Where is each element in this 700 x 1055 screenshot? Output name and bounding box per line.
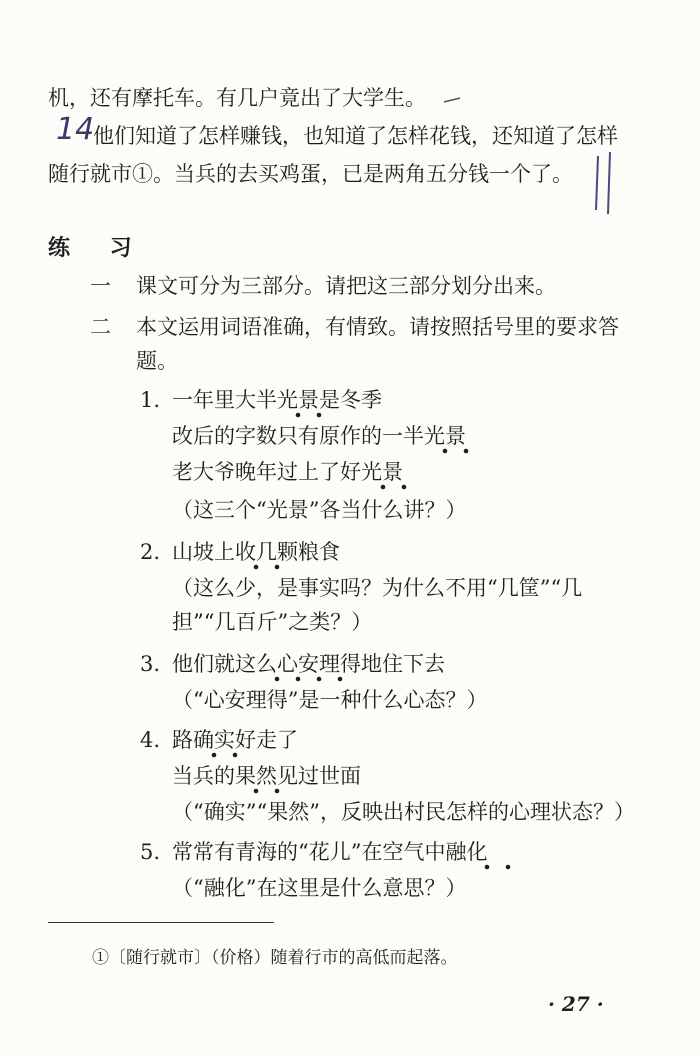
item-3-line-1: 他们就这么心安理得地住下去 [172,652,445,676]
body-line-2: 他们知道了怎样赚钱，也知道了怎样花钱，还知道了怎样 [93,124,618,148]
exercise-heading: 练 习 [48,235,148,261]
item-5-num: 5. [140,840,161,864]
item-3-line-2: （“心安理得”是一种什么心态？） [172,688,488,712]
footnote-divider [48,922,274,923]
item-3-num: 3. [140,652,161,676]
dot-ronghua-b [506,865,511,870]
item-2-line-3: 担”“几百斤”之类？） [172,610,373,634]
item-4-num: 4. [140,728,161,752]
item-5-line-1: 常常有青海的“花儿”在空气中融化 [172,840,488,864]
item-1-line-4: （这三个“光景”各当什么讲？） [172,498,467,522]
question-2-text-b: 题。 [136,349,178,373]
page-number: · 27 · [548,992,604,1016]
pencil-dash-icon [440,92,470,112]
question-2-num: 二 [90,315,111,339]
footnote-text: ①〔随行就市〕（价格）随着行市的高低而起落。 [92,948,458,968]
item-1-num: 1. [140,388,161,412]
item-2-line-2: （这么少，是事实吗？为什么不用“几筐”“几 [172,576,583,600]
item-2-line-1: 山坡上收几颗粮食 [172,540,340,564]
item-1-line-3: 老大爷晚年过上了好光景 [172,460,403,484]
question-1-num: 一 [90,274,111,298]
handwritten-number: 14 [56,112,95,147]
question-2-text-a: 本文运用词语准确，有情致。请按照括号里的要求答 [136,315,619,339]
item-1-line-2: 改后的字数只有原作的一半光景 [172,424,466,448]
item-4-line-3: （“确实”“果然”，反映出村民怎样的心理状态？） [172,800,635,824]
item-4-line-1: 路确实好走了 [172,728,298,752]
item-1-line-1: 一年里大半光景是冬季 [172,388,382,412]
item-5-line-2: （“融化”在这里是什么意思？） [172,876,467,900]
body-line-1: 机，还有摩托车。有几户竟出了大学生。 [48,86,426,110]
pencil-mark-icon [590,150,620,220]
item-4-line-2: 当兵的果然见过世面 [172,764,361,788]
question-1-text: 课文可分为三部分。请把这三部分划分出来。 [136,274,556,298]
body-line-3: 随行就市①。当兵的去买鸡蛋，已是两角五分钱一个了。 [48,162,573,186]
item-2-num: 2. [140,540,161,564]
